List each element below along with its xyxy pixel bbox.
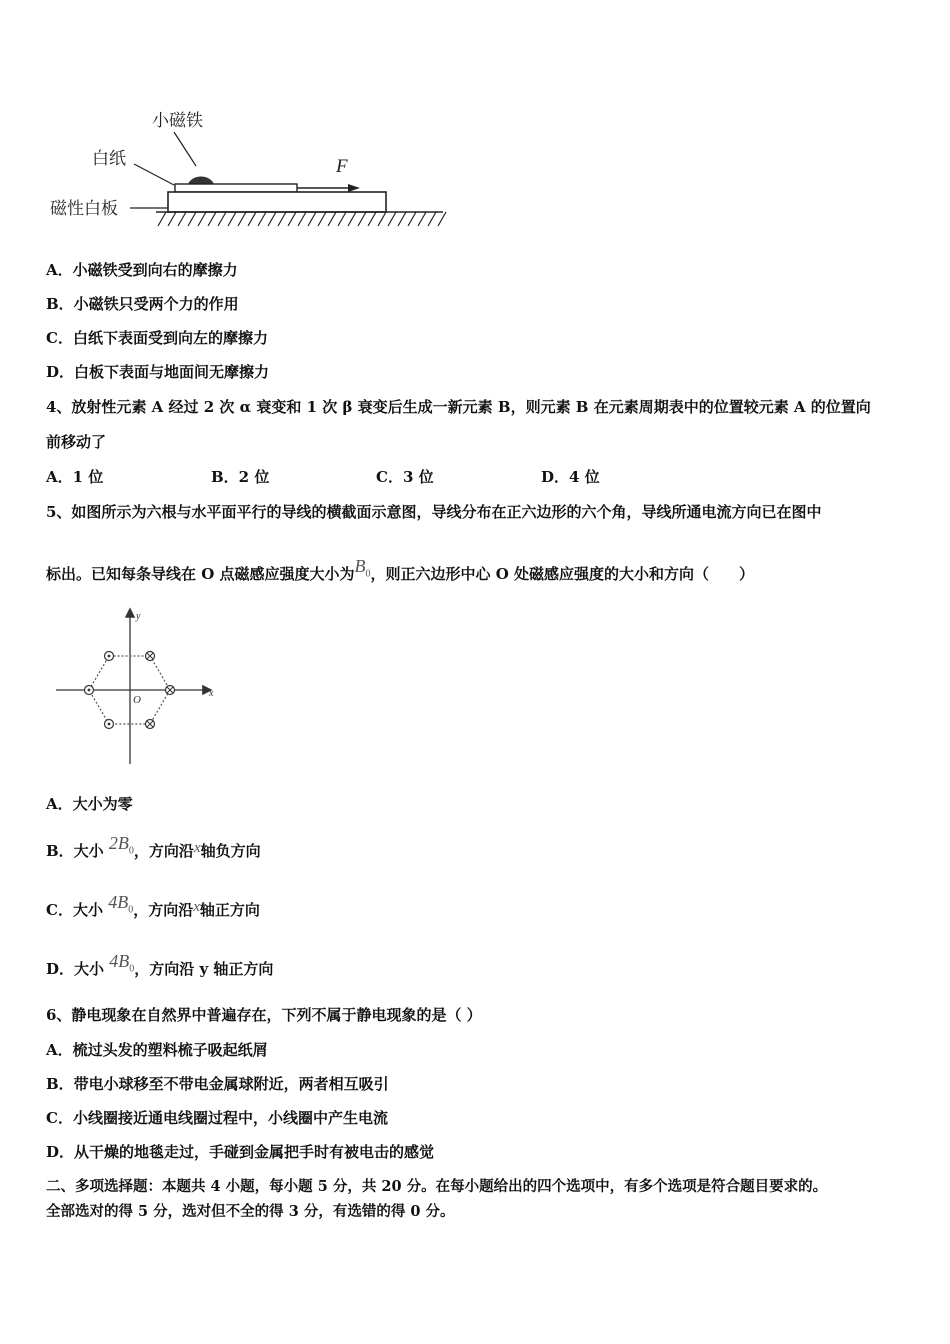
ground-hatch-mark <box>198 212 206 226</box>
ground-hatch-mark <box>278 212 286 226</box>
hexagon-wires-figure <box>54 604 224 770</box>
q5-option-c: C．大小 $4B_0$，方向沿x轴正方向 <box>46 892 260 919</box>
ground-hatch-mark <box>168 212 176 226</box>
ground-hatch-mark <box>188 212 196 226</box>
force-label: F <box>336 156 348 177</box>
q3-option-a: A．小磁铁受到向右的摩擦力 <box>46 261 238 279</box>
q3-option-b: B．小磁铁只受两个力的作用 <box>46 295 239 313</box>
ground-hatch-mark <box>338 212 346 226</box>
wire-bottom-right <box>146 720 155 729</box>
ground-hatch-mark <box>358 212 366 226</box>
ground-hatch-mark <box>178 212 186 226</box>
q6-stem: 6、静电现象在自然界中普遍存在，下列不属于静电现象的是（ ） <box>46 1006 482 1024</box>
ground-hatch-mark <box>208 212 216 226</box>
ground-hatch-mark <box>318 212 326 226</box>
ground-hatch-mark <box>298 212 306 226</box>
wire-right <box>166 686 175 695</box>
q4-option-c: C．3 位 <box>376 468 434 486</box>
paper-label: 白纸 <box>92 149 126 169</box>
ground-hatch-mark <box>158 212 166 226</box>
q5-option-a: A．大小为零 <box>46 795 133 813</box>
q4-stem-line1: 4、放射性元素 A 经过 2 次 α 衰变和 1 次 β 衰变后生成一新元素 B，则元素 B 在元素周期表中的位置较元素 A 的位置向 <box>46 398 871 416</box>
q4-stem-line2: 前移动了 <box>46 433 107 451</box>
q5-option-d: D．大小 $4B_0$，方向沿 y 轴正方向 <box>46 951 274 978</box>
q6-option-b: B．带电小球移至不带电金属球附近，两者相互吸引 <box>46 1075 389 1093</box>
ground-hatch-mark <box>288 212 296 226</box>
ground-hatch-mark <box>438 212 446 226</box>
q5-stem-part1: 标出。已知每条导线在 O 点磁感应强度大小为 <box>46 565 355 583</box>
q3-option-c: C．白纸下表面受到向左的摩擦力 <box>46 329 268 347</box>
q5-option-b: B．大小 $2B_0$，方向沿x轴负方向 <box>46 833 261 860</box>
ground-hatch-mark <box>348 212 356 226</box>
ground-hatch-mark <box>248 212 256 226</box>
b0-symbol: $B_0$ <box>354 556 371 580</box>
q4-option-d: D．4 位 <box>541 468 600 486</box>
q5-stem-line1: 5、如图所示为六根与水平面平行的导线的横截面示意图，导线分布在正六边形的六个角，导线所通电流方向已在图中 <box>46 503 822 521</box>
ground-hatch-mark <box>268 212 276 226</box>
section2-line2: 全部选对的得 5 分，选对但不全的得 3 分，有选错的得 0 分。 <box>46 1203 455 1220</box>
q4-option-b: B．2 位 <box>211 468 270 486</box>
q6-option-a: A．梳过头发的塑料梳子吸起纸屑 <box>46 1041 268 1059</box>
ground-hatch-mark <box>218 212 226 226</box>
origin-label: O <box>133 694 141 706</box>
section2-line1: 二、多项选择题：本题共 4 小题，每小题 5 分，共 20 分。在每小题给出的四个选项中，有多个选项是符合题目要求的。 <box>46 1178 828 1195</box>
y-axis-label: y <box>136 611 141 622</box>
ground-hatch-mark <box>398 212 406 226</box>
ground-hatch-mark <box>308 212 316 226</box>
board-label: 磁性白板 <box>50 199 118 219</box>
wire-top-right <box>146 652 155 661</box>
wire-left <box>85 686 94 695</box>
q5-stem-line2 <box>46 556 755 592</box>
ground-hatch-mark <box>228 212 236 226</box>
ground-hatch-mark <box>418 212 426 226</box>
magnet-board-figure <box>48 100 448 245</box>
ground-hatch-mark <box>428 212 436 226</box>
x-axis-label: x <box>209 688 214 699</box>
q5-stem-part2: ，则正六边形中心 O 处磁感应强度的大小和方向（ ） <box>370 565 755 583</box>
q6-option-c: C．小线圈接近通电线圈过程中，小线圈中产生电流 <box>46 1109 388 1127</box>
ground-hatch-mark <box>238 212 246 226</box>
wire-top-left <box>105 652 114 661</box>
q3-option-d: D．白板下表面与地面间无摩擦力 <box>46 363 270 381</box>
wire-bottom-left <box>105 720 114 729</box>
ground-hatch-mark <box>328 212 336 226</box>
ground-hatch-mark <box>378 212 386 226</box>
ground-hatch-mark <box>258 212 266 226</box>
ground-hatch-mark <box>408 212 416 226</box>
ground-hatch-mark <box>368 212 376 226</box>
magnet-label: 小磁铁 <box>152 111 203 131</box>
q4-option-a: A．1 位 <box>46 468 104 486</box>
ground-hatch-mark <box>388 212 396 226</box>
q6-option-d: D．从干燥的地毯走过，手碰到金属把手时有被电击的感觉 <box>46 1143 435 1161</box>
